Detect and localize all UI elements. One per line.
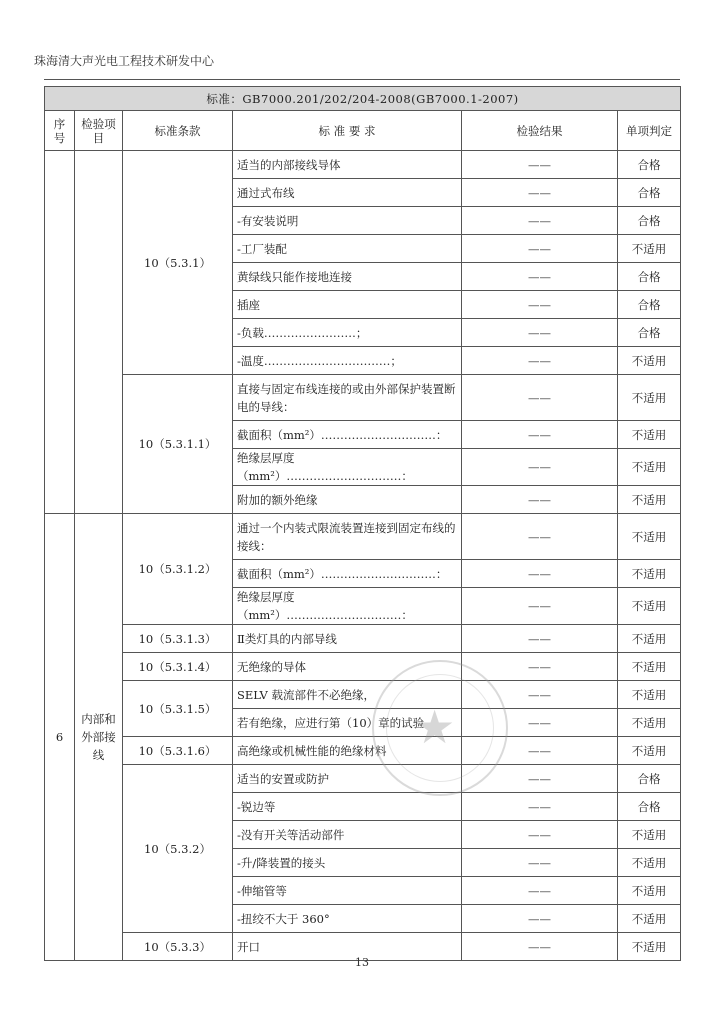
- judgement-cell: 不适用: [618, 486, 681, 514]
- result-cell: ——: [462, 933, 618, 961]
- requirement-cell: 适当的内部接线导体: [233, 151, 462, 179]
- requirement-cell: 绝缘层厚度（mm²）…………………………：: [233, 588, 462, 625]
- result-cell: ——: [462, 709, 618, 737]
- judgement-cell: 不适用: [618, 588, 681, 625]
- item-name: 内部和外部接线: [75, 514, 123, 961]
- item-cell-continued: [75, 151, 123, 514]
- judgement-cell: 合格: [618, 793, 681, 821]
- requirement-cell: 开口: [233, 933, 462, 961]
- result-cell: ——: [462, 765, 618, 793]
- result-cell: ——: [462, 151, 618, 179]
- judgement-cell: 合格: [618, 765, 681, 793]
- header-seq: 序号: [45, 111, 75, 151]
- requirement-cell: 直接与固定布线连接的或由外部保护装置断电的导线：: [233, 375, 462, 421]
- requirement-cell: 附加的额外绝缘: [233, 486, 462, 514]
- result-cell: ——: [462, 207, 618, 235]
- clause-cell: 10（5.3.2）: [123, 765, 233, 933]
- header-organization: 珠海清大声光电工程技术研发中心: [34, 54, 215, 68]
- result-cell: ——: [462, 793, 618, 821]
- result-cell: ——: [462, 653, 618, 681]
- requirement-cell: -工厂装配: [233, 235, 462, 263]
- result-cell: ——: [462, 560, 618, 588]
- requirement-cell: 适当的安置或防护: [233, 765, 462, 793]
- standard-title: 标准：GB7000.201/202/204-2008(GB7000.1-2007): [45, 87, 681, 111]
- result-cell: ——: [462, 375, 618, 421]
- result-cell: ——: [462, 737, 618, 765]
- judgement-cell: 不适用: [618, 681, 681, 709]
- clause-cell: 10（5.3.1.6）: [123, 737, 233, 765]
- result-cell: ——: [462, 849, 618, 877]
- judgement-cell: 不适用: [618, 514, 681, 560]
- judgement-cell: 不适用: [618, 347, 681, 375]
- result-cell: ——: [462, 514, 618, 560]
- result-cell: ——: [462, 905, 618, 933]
- clause-cell: 10（5.3.1.2）: [123, 514, 233, 625]
- judgement-cell: 不适用: [618, 849, 681, 877]
- judgement-cell: 不适用: [618, 737, 681, 765]
- requirement-cell: -伸缩管等: [233, 877, 462, 905]
- result-cell: ——: [462, 588, 618, 625]
- seq-cell-continued: [45, 151, 75, 514]
- judgement-cell: 不适用: [618, 375, 681, 421]
- requirement-cell: -升/降装置的接头: [233, 849, 462, 877]
- result-cell: ——: [462, 449, 618, 486]
- judgement-cell: 合格: [618, 151, 681, 179]
- requirement-cell: 通过式布线: [233, 179, 462, 207]
- result-cell: ——: [462, 625, 618, 653]
- requirement-cell: SELV 载流部件不必绝缘，: [233, 681, 462, 709]
- judgement-cell: 不适用: [618, 933, 681, 961]
- result-cell: ——: [462, 263, 618, 291]
- result-cell: ——: [462, 421, 618, 449]
- requirement-cell: -温度……………………………；: [233, 347, 462, 375]
- judgement-cell: 不适用: [618, 877, 681, 905]
- requirement-cell: -锐边等: [233, 793, 462, 821]
- judgement-cell: 合格: [618, 207, 681, 235]
- requirement-cell: 高绝缘或机械性能的绝缘材料: [233, 737, 462, 765]
- requirement-cell: -有安装说明: [233, 207, 462, 235]
- requirement-cell: Ⅱ类灯具的内部导线: [233, 625, 462, 653]
- judgement-cell: 不适用: [618, 560, 681, 588]
- header-result: 检验结果: [462, 111, 618, 151]
- requirement-cell: -扭绞不大于 360°: [233, 905, 462, 933]
- judgement-cell: 不适用: [618, 709, 681, 737]
- requirement-cell: 绝缘层厚度（mm²）…………………………：: [233, 449, 462, 486]
- judgement-cell: 合格: [618, 319, 681, 347]
- judgement-cell: 不适用: [618, 625, 681, 653]
- judgement-cell: 不适用: [618, 653, 681, 681]
- clause-cell: 10（5.3.1.1）: [123, 375, 233, 514]
- requirement-cell: 截面积（mm²）…………………………：: [233, 560, 462, 588]
- clause-cell: 10（5.3.1.5）: [123, 681, 233, 737]
- requirement-cell: -没有开关等活动部件: [233, 821, 462, 849]
- result-cell: ——: [462, 179, 618, 207]
- result-cell: ——: [462, 681, 618, 709]
- result-cell: ——: [462, 877, 618, 905]
- clause-cell: 10（5.3.1.3）: [123, 625, 233, 653]
- clause-cell: 10（5.3.1）: [123, 151, 233, 375]
- clause-cell: 10（5.3.1.4）: [123, 653, 233, 681]
- judgement-cell: 不适用: [618, 449, 681, 486]
- clause-cell: 10（5.3.3）: [123, 933, 233, 961]
- requirement-cell: 若有绝缘，应进行第（10）章的试验: [233, 709, 462, 737]
- result-cell: ——: [462, 291, 618, 319]
- judgement-cell: 不适用: [618, 905, 681, 933]
- judgement-cell: 合格: [618, 263, 681, 291]
- inspection-table: [44, 86, 681, 961]
- judgement-cell: 不适用: [618, 235, 681, 263]
- result-cell: ——: [462, 821, 618, 849]
- seq-number: 6: [45, 514, 75, 961]
- requirement-cell: 截面积（mm²）…………………………：: [233, 421, 462, 449]
- header-clause: 标准条款: [123, 111, 233, 151]
- header-requirement: 标 准 要 求: [233, 111, 462, 151]
- header-divider: [44, 79, 680, 80]
- judgement-cell: 不适用: [618, 821, 681, 849]
- result-cell: ——: [462, 235, 618, 263]
- requirement-cell: 通过一个内装式限流装置连接到固定布线的接线：: [233, 514, 462, 560]
- requirement-cell: 无绝缘的导体: [233, 653, 462, 681]
- star-icon: ★: [414, 700, 456, 754]
- judgement-cell: 不适用: [618, 421, 681, 449]
- result-cell: ——: [462, 486, 618, 514]
- requirement-cell: 黄绿线只能作接地连接: [233, 263, 462, 291]
- requirement-cell: -负载……………………；: [233, 319, 462, 347]
- result-cell: ——: [462, 347, 618, 375]
- header-judgement: 单项判定: [618, 111, 681, 151]
- requirement-cell: 插座: [233, 291, 462, 319]
- page-number: 13: [355, 956, 369, 969]
- judgement-cell: 合格: [618, 179, 681, 207]
- judgement-cell: 合格: [618, 291, 681, 319]
- result-cell: ——: [462, 319, 618, 347]
- header-item: 检验项目: [75, 111, 123, 151]
